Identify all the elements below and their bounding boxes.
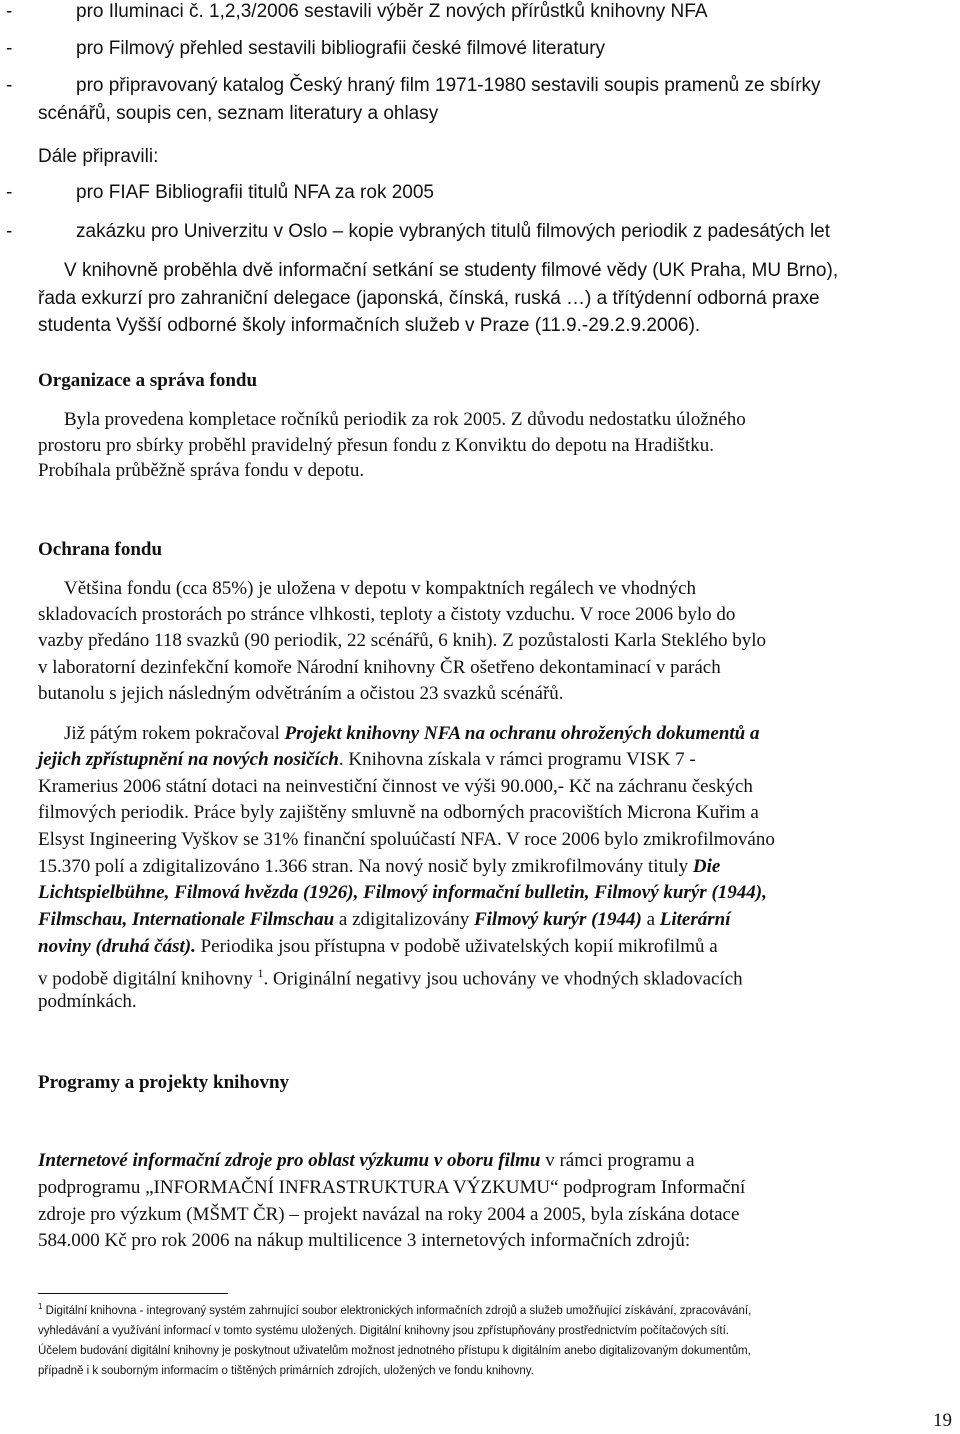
paragraph-line: Elsyst Ingineering Vyškov se 31% finanční spoluúčastí NFA. V roce 2006 bylo zmikrofilmováno xyxy=(38,829,775,850)
paragraph-line: skladovacích prostorách po stránce vlhkosti, teploty a čistoty vzduchu. V roce 2006 bylo do xyxy=(38,604,736,625)
paragraph-line xyxy=(38,908,730,932)
paragraph-line xyxy=(38,881,767,905)
paragraph-line: Byla provedena kompletace ročníků periodik za rok 2005. Z důvodu nedostatku úložného xyxy=(64,409,746,430)
paragraph-line: podprogramu „INFORMAČNÍ INFRASTRUKTURA VÝZKUMU“ podprogram Informační xyxy=(38,1177,746,1198)
list-item-text: pro FIAF Bibliografii titulů NFA za rok 2005 xyxy=(76,182,434,203)
page-number: 19 xyxy=(933,1410,952,1431)
paragraph-line: V knihovně proběhla dvě informační setkání se studenty filmové vědy (UK Praha, MU Brno), xyxy=(64,260,839,281)
section-heading: Organizace a správa fondu xyxy=(38,370,258,391)
text-run: Již pátým rokem pokračoval xyxy=(64,723,285,744)
title-emphasis: Filmschau, Internationale Filmschau xyxy=(38,909,335,930)
list-item-text: pro připravovaný katalog Český hraný film 1971-1980 sestavili soupis pramenů ze sbírky xyxy=(76,75,821,96)
text-run: Periodika jsou přístupna v podobě uživatelských kopií mikrofilmů a xyxy=(195,936,718,957)
paragraph-line: Většina fondu (cca 85%) je uložena v depotu v kompaktních regálech ve vhodných xyxy=(64,578,697,599)
text-run: 15.370 polí a zdigitalizováno 1.366 stran. Na nový nosič byly zmikrofilmovány tituly xyxy=(38,856,693,877)
footnote-line: vyhledávání a využívání informací v tomto systému uložených. Digitální knihovny jsou zpřístupňovány prostřednictvím počítačových sítí. xyxy=(38,1325,729,1337)
paragraph-line: Kramerius 2006 státní dotaci na neinvestiční činnost ve výši 90.000,- Kč na záchranu českých xyxy=(38,776,753,797)
title-emphasis: Filmový kurýr (1944) xyxy=(473,909,642,930)
text-run: v podobě digitální knihovny xyxy=(38,968,253,990)
list-item-text: zakázku pro Univerzitu v Oslo – kopie vybraných titulů filmových periodik z padesátých let xyxy=(76,221,831,242)
text-run: . Knihovna získala v rámci programu VISK 7 - xyxy=(338,749,696,770)
title-emphasis: noviny (druhá část). xyxy=(38,936,196,957)
project-title-emphasis: jejich zpřístupnění na nových nosičích xyxy=(38,749,339,770)
program-title-emphasis: Internetové informační zdroje pro oblast výzkumu v oboru filmu xyxy=(38,1150,541,1171)
list-item-text: pro Filmový přehled sestavili bibliografii české filmové literatury xyxy=(76,38,606,59)
bullet-dash: - xyxy=(6,1,13,22)
footnote-number: 1 xyxy=(38,1302,43,1312)
section-heading: Ochrana fondu xyxy=(38,539,163,560)
bullet-dash: - xyxy=(6,75,13,96)
text-run: a xyxy=(641,909,660,930)
title-emphasis: Literární xyxy=(659,909,731,930)
paragraph-line: vazby předáno 118 svazků (90 periodik, 22 scénářů, 6 knih). Z pozůstalosti Karla Steklého bylo xyxy=(38,630,766,651)
paragraph-line xyxy=(38,935,718,959)
paragraph-line: prostoru pro sbírky proběhl pravidelný přesun fondu z Konviktu do depotu na Hradištku. xyxy=(38,435,714,456)
text-run: v rámci programu a xyxy=(540,1150,695,1171)
bullet-dash: - xyxy=(6,221,13,242)
list-item-text: pro Iluminaci č. 1,2,3/2006 sestavili výběr Z nových přírůstků knihovny NFA xyxy=(76,1,708,22)
paragraph-line xyxy=(64,722,759,746)
paragraph-line xyxy=(38,1149,695,1173)
footnote-reference[interactable]: 1 xyxy=(257,966,264,980)
paragraph-line: podmínkách. xyxy=(38,991,137,1012)
text-run: . Originální negativy jsou uchovány ve vhodných skladovacích xyxy=(263,968,743,990)
paragraph-line: zdroje pro výzkum (MŠMT ČR) – projekt navázal na roky 2004 a 2005, byla získána dotace xyxy=(38,1204,740,1225)
footnote-line: Účelem budování digitální knihovny je poskytnout uživatelům možnost jednotného přístupu k digitálním anebo digitalizovaným dokumentům, xyxy=(38,1345,751,1357)
paragraph-line: Probíhala průběžně správa fondu v depotu. xyxy=(38,460,365,481)
paragraph-line: butanolu s jejich následným odvětráním a očistou 23 svazků scénářů. xyxy=(38,683,564,704)
dale-label: Dále připravili: xyxy=(38,146,159,167)
paragraph-line: v laboratorní dezinfekční komoře Národní knihovny ČR ošetřeno dekontaminací v parách xyxy=(38,657,721,678)
paragraph-line: řada exkurzí pro zahraniční delegace (japonská, čínská, ruská …) a třítýdenní odborná praxe xyxy=(38,288,820,309)
paragraph-line: 584.000 Kč pro rok 2006 na nákup multilicence 3 internetových informačních zdrojů: xyxy=(38,1230,691,1251)
paragraph-line xyxy=(38,961,743,991)
paragraph-line: studenta Vyšší odborné školy informačních služeb v Praze (11.9.-29.2.9.2006). xyxy=(38,315,701,336)
footnote-separator xyxy=(38,1293,228,1294)
project-title-emphasis: Projekt knihovny NFA na ochranu ohrožených dokumentů a xyxy=(284,723,760,744)
paragraph-line xyxy=(38,855,720,879)
text-run: a zdigitalizovány xyxy=(334,909,474,930)
bullet-dash: - xyxy=(6,182,13,203)
title-emphasis: Lichtspielbühne, Filmová hvězda (1926), Filmový informační bulletin, Filmový kurýr (1944), xyxy=(38,882,767,903)
paragraph-line: filmových periodik. Práce byly zajištěny smluvně na odborných pracovištích Microna Kuřim a xyxy=(38,802,759,823)
bullet-dash: - xyxy=(6,38,13,59)
paragraph-line xyxy=(38,748,696,772)
footnote-line: případně i k souborným informacím o tištěných primárních zdrojích, uložených ve fondu knihovny. xyxy=(38,1365,534,1377)
list-item-continuation: scénářů, soupis cen, seznam literatury a ohlasy xyxy=(38,103,439,124)
text-run: Digitální knihovna - integrovaný systém zahrnující soubor elektronických informačních zdrojů a služeb umožňující získávání, zpracovávání, xyxy=(42,1305,752,1317)
title-emphasis: Die xyxy=(692,856,721,877)
section-heading: Programy a projekty knihovny xyxy=(38,1072,290,1093)
footnote-line xyxy=(38,1303,751,1319)
